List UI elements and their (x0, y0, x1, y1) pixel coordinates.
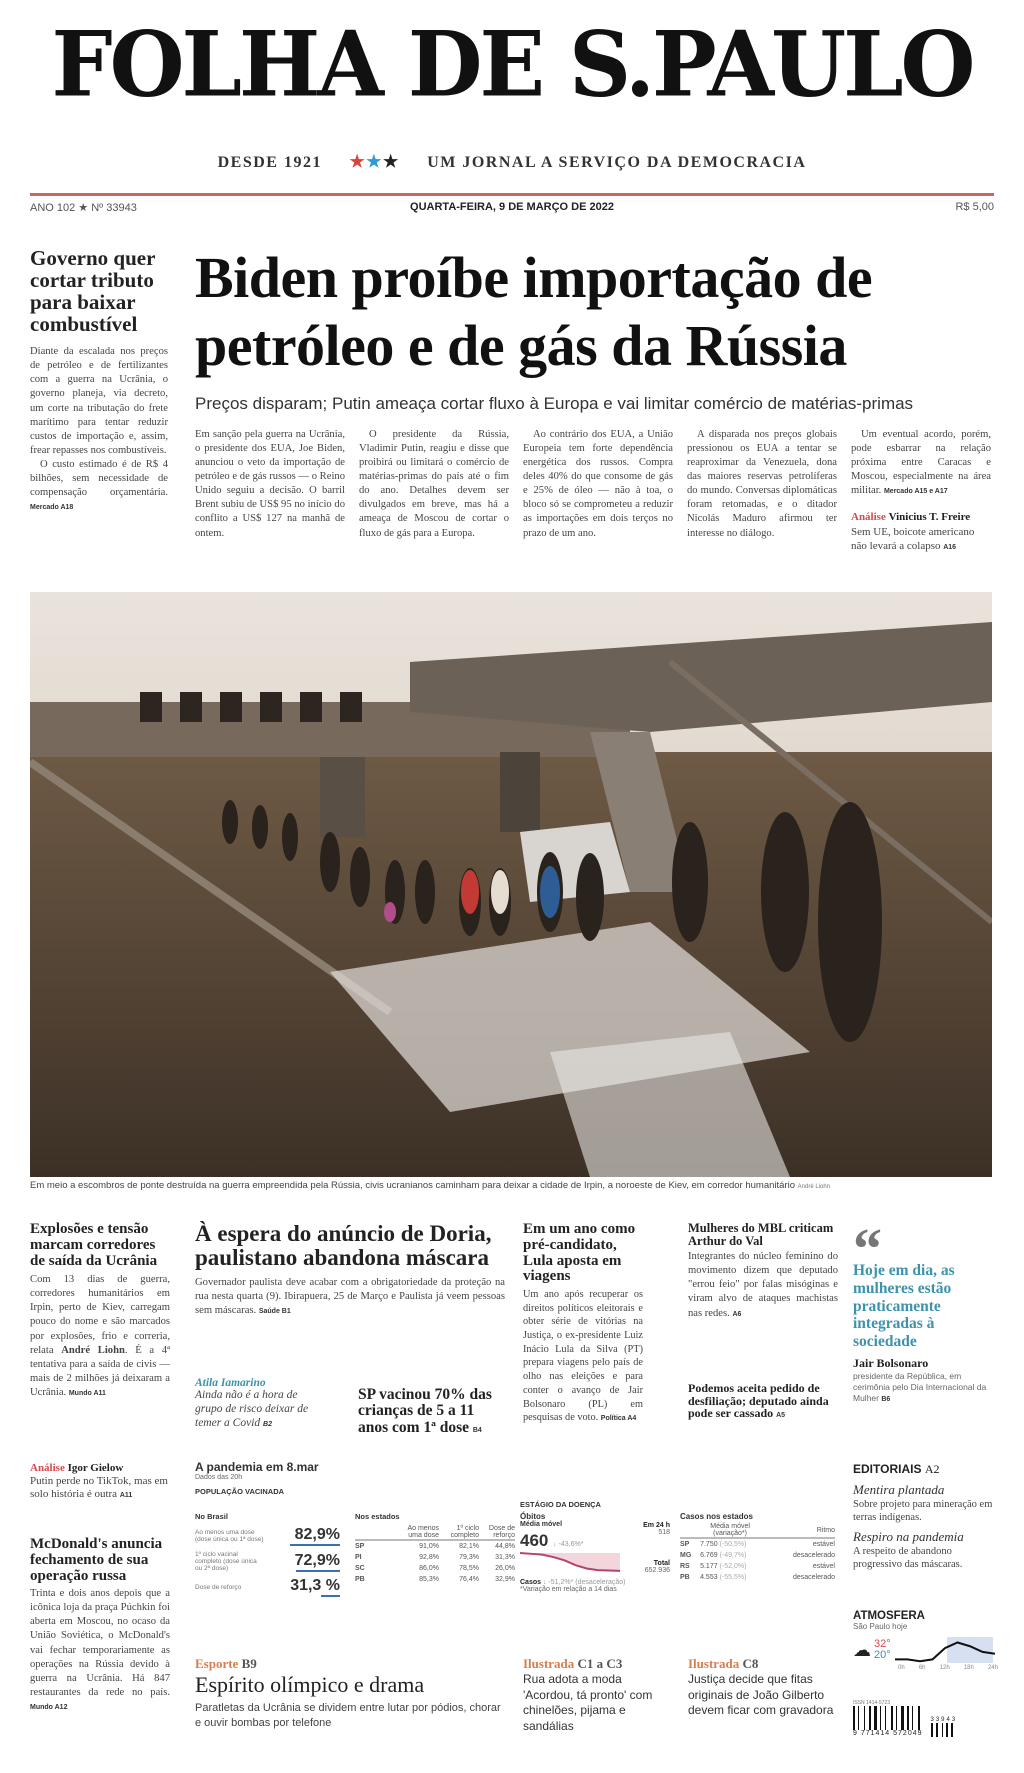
edition-number: ANO 102 ★ Nº 33943 (30, 202, 137, 214)
cases-state-row: SP 7.750 (-50,5%) estável (680, 1541, 835, 1548)
column-2: O presidente da Rússia, Vladimir Putin, reagiu e disse que proibirá ou limitará o comércio de matérias-primas do país até o fim do ano. Detalhes devem ser divulgados em breve, mas há a ameaça de Moscou de cortar o fluxo de gás para a Europa. (359, 429, 509, 539)
analysis-box[interactable] (851, 510, 991, 553)
hour-label: 12h (939, 1665, 950, 1671)
story-headline[interactable]: Podemos aceita pedido de desfiliação; deputado ainda pode ser cassado A5 (688, 1381, 829, 1421)
quote-author: Jair Bolsonaro (853, 1356, 929, 1371)
tagline (0, 152, 1024, 172)
story-headline[interactable]: McDonald's anuncia fechamento de sua operação russa (30, 1536, 163, 1584)
state-row: PB 85,3% 76,4% 32,9% (355, 1576, 515, 1583)
stage-label: ESTÁGIO DA DOENÇA (520, 1500, 601, 1509)
analysis-author: Vinicius T. Freire (888, 511, 971, 524)
states-table: Ao menos uma dose 1º ciclo completo Dose de reforço SP 91,0% 82,1% 44,8% PI 92,8% 79,3% 31,3% SC 86,0% 78,5% 26,0% PB 85,3% 76,4% 32,9% (355, 1525, 515, 1583)
story-headline[interactable]: Mulheres do MBL criticam Arthur do Val (688, 1221, 834, 1249)
states-vaccination: Nos estados Ao menos uma dose 1º ciclo completo Dose de reforço SP 91,0% 82,1% 44,8% PI 92,8% 79,3% 31,3% SC 86,0% 78,5% 26,0% PB 85,3% 76,4% 32,9% (355, 1512, 515, 1583)
sp-vaccine-story[interactable] (358, 1387, 508, 1436)
story-teaser: Rua adota a moda 'Acordou, tá pronto' com chinelões, pijama e sandálias (523, 1672, 653, 1733)
story-headline[interactable]: Explosões e tensão marcam corredores de saída da Ucrânia (30, 1221, 158, 1269)
story-headline[interactable]: Em um ano como pré-candidato, Lula aposta em viagens (523, 1221, 636, 1285)
mbl-story[interactable] (688, 1222, 838, 1321)
cases-state-row: MG 6.769 (-49,7%) desacelerado (680, 1552, 835, 1559)
atila-column[interactable] (195, 1377, 325, 1430)
hour-label: 6h (918, 1665, 926, 1671)
weather-box: ATMOSFERA São Paulo hoje ☁ 32° 20° 0h 6h 12h 18h 24h (853, 1610, 998, 1671)
state-row: PI 92,8% 79,3% 31,3% (355, 1554, 515, 1561)
column-3: Ao contrário dos EUA, a União Europeia tem forte dependência energética dos russos. Compra deles 40% do que consome de gás e 25% de óleo — não à toa, o bloco só se comprometeu a reduzir as importações em dois terços no prazo de um ano. (523, 429, 673, 539)
story-body: Com 13 dias de guerra, corredores humanitários em Irpin, perto de Kiev, carregam pouco do nome e são marcados por explosões, frio e correria, relata André Liohn. É a 4ª tentativa para a saída de civis — mais de 2 milhões já deixaram a Ucrânia. Mundo A11 (30, 1274, 171, 1398)
cloud-rain-icon: ☁ (853, 1639, 871, 1660)
photo-credit: André Liohn (797, 1184, 830, 1190)
mcdonalds-story[interactable] (30, 1537, 170, 1714)
column-4: A disparada nos preços globais pressionou os EUA a tentar se reaproximar da Venezuela, dona das maiores reservas petrolíferas do mundo. Conversas diplomáticas foram retomadas, e o ditador Nicolás Maduro afirmou ter interesse no diálogo. (687, 429, 837, 539)
story-headline[interactable]: Governo quer cortar tributo para baixar combustível (30, 246, 156, 337)
analysis-text: Sem UE, boicote americano não levará a colapso (851, 525, 975, 552)
stars-icon: ★★★ (349, 152, 400, 171)
page-ref[interactable]: Mercado A15 e A17 (883, 488, 948, 496)
editorial-item[interactable]: Mentira plantada Sobre projeto para mineração em terras indígenas. (853, 1482, 993, 1524)
footnote: *Variação em relação a 14 dias (520, 1586, 617, 1593)
vaccinated-label: POPULAÇÃO VACINADA (195, 1487, 285, 1496)
vaccination-bar (290, 1544, 340, 1546)
main-photo[interactable] (30, 592, 992, 1177)
main-headline[interactable]: Biden proíbe importação de petróleo e de gás da Rússia (195, 245, 873, 379)
price: R$ 5,00 (955, 201, 994, 213)
analysis-text: Putin perde no TikTok, mas em solo história é outra (30, 1475, 168, 1501)
deaths-value: 460 (520, 1531, 549, 1550)
story-headline[interactable]: À espera do anúncio de Doria, paulistano abandona máscara (195, 1221, 492, 1271)
analysis-kicker: Análise (30, 1462, 65, 1474)
story-body: Diante da escalada nos preços de petróleo e de fertilizantes com a guerra na Ucrânia, o governo planeja, via decreto, um corte na tributação do frete marítimo para tentar reduzir custos de importação e, assim, frear repasses nos combustíveis. (30, 346, 168, 456)
page-ref[interactable]: A6 (732, 1310, 742, 1318)
quote-mark-icon: “ (853, 1216, 882, 1281)
min-temp: 20° (874, 1649, 891, 1661)
barcode: ISSN 1414-5723 9 771414 572049 33943 (853, 1700, 958, 1737)
lula-story[interactable] (523, 1222, 643, 1425)
infographic-title: A pandemia em 8.mar (195, 1460, 319, 1474)
cases-state-row: RS 5.177 (-52,0%) estável (680, 1563, 835, 1570)
story-headline[interactable]: SP vacinou 70% das crianças de 5 a 11 anos com 1ª dose B4 (358, 1386, 492, 1436)
vaccination-bar (296, 1570, 340, 1572)
page-ref[interactable]: A16 (943, 543, 957, 551)
deaths-trend-chart (520, 1551, 620, 1577)
story-body-2: O custo estimado é de R$ 4 bilhões, sem necessidade de compensação orçamentária. Mercado A18 (30, 458, 168, 512)
infographic-source: Dados das 20h (195, 1474, 243, 1481)
photo-caption: Em meio a escombros de ponte destruída na guerra empreendida pela Rússia, civis ucranianos caminham para deixar a cidade de Irpin, a noroeste de Kiev, em corredor humanitário André Liohn (30, 1180, 830, 1191)
motto: UM JORNAL A SERVIÇO DA DEMOCRACIA (427, 154, 807, 171)
newspaper-logo: FOLHA DE S.PAULO (51, 11, 973, 118)
editorials-box[interactable]: EDITORIAIS A2 Mentira plantada Sobre projeto para mineração em terras indígenas. Respiro na pandemia A respeito de abandono progressivo das máscaras. (853, 1462, 998, 1572)
page-ref[interactable]: Saúde B1 (258, 1308, 291, 1316)
story-body: Paratletas da Ucrânia se dividem entre lutar por pódios, chorar e ouvir bombas por telefone (195, 1702, 501, 1729)
page-ref[interactable]: Política A4 (600, 1415, 637, 1423)
masthead-rule (30, 193, 994, 196)
gielow-analysis[interactable]: Análise Igor Gielow Putin perde no TikTok, mas em solo história é outra A11 (30, 1462, 168, 1501)
vaccination-row: Dose de reforço 31,3 % (195, 1577, 340, 1597)
vaccination-row: Ao menos uma dose (dose única ou 1ª dose) 82,9% (195, 1526, 340, 1546)
story-body: Um ano após recuperar os direitos políticos eleitorais e obter série de vitórias na Justiça, o ex-presidente Luiz Inácio Lula da Silva (PT) prepara viagens pelo país de olho nas eleições e para conter o avanço de Jair Bolsonaro (PL) em pesquisas de voto. Política A4 (523, 1289, 643, 1424)
vaccination-bar (321, 1595, 340, 1597)
column-teaser: Ainda não é a hora de grupo de risco deixar de temer a Covid B2 (195, 1389, 309, 1429)
page-ref[interactable]: Mundo A11 (68, 1389, 106, 1397)
deaths-change: -43,6%* (558, 1541, 584, 1548)
story-headline[interactable]: Espírito olímpico e drama (195, 1672, 425, 1697)
cases-states-table: Média móvel (variação*) Ritmo SP 7.750 (-50,5%) estável MG 6.769 (-49,7%) desacelerado RS 5.177 (-52,0%) estável PB 4.553 (-55,5%) desacelerado (680, 1523, 835, 1581)
page-ref[interactable]: Mundo A12 (30, 1703, 68, 1711)
story-teaser: Justiça decide que fitas originais de João Gilberto devem ficar com gravadora (688, 1672, 834, 1718)
analysis-kicker: Análise (851, 511, 886, 524)
quote-role: presidente da República, em cerimônia pelo Dia Internacional da Mulher B6 (853, 1371, 987, 1404)
max-temp: 32° (874, 1638, 891, 1650)
hour-labels (898, 1665, 998, 1671)
analysis-author: Igor Gielow (67, 1462, 124, 1474)
podemos-story[interactable] (688, 1382, 838, 1420)
quote-box (853, 1216, 998, 1404)
column-1: Em sanção pela guerra na Ucrânia, o presidente dos EUA, Joe Biden, anunciou o veto da importação de petróleo e de gás russos — o Reino Unido seguiu a decisão. O barril Brent subiu de US$ 95 no início do conflito a US$ 127 na manhã de ontem. (195, 429, 345, 539)
hour-label: 24h (987, 1665, 998, 1671)
rain-band (947, 1637, 993, 1663)
vaccination-row: 1º ciclo vacinal completo (dose única ou 2ª dose) 72,9% (195, 1551, 340, 1573)
doria-story[interactable] (195, 1222, 505, 1319)
issue-date: QUARTA-FEIRA, 9 DE MARÇO DE 2022 (410, 201, 614, 213)
cases-states-panel: Casos nos estados Média móvel (variação*) Ritmo SP 7.750 (-50,5%) estável MG 6.769 (-49,7%) desacelerado RS 5.177 (-52,0%) estável PB 4.553 (-55,5%) desacelerado (680, 1512, 835, 1581)
editorial-item[interactable]: Respiro na pandemia A respeito de abandono progressivo das máscaras. (853, 1529, 964, 1571)
cases-state-row: PB 4.553 (-55,5%) desacelerado (680, 1574, 835, 1581)
barcode-icon (853, 1706, 923, 1730)
ilustrada-story-1[interactable]: Ilustrada C1 a C3 Rua adota a moda 'Acordou, tá pronto' com chinelões, pijama e sandálias (523, 1656, 673, 1734)
since-label: DESDE 1921 (217, 154, 322, 171)
bridge-photo-illustration (30, 592, 992, 1177)
sport-story[interactable]: Esporte B9 Espírito olímpico e drama Paratletas da Ucrânia se dividem entre lutar por pódios, chorar e ouvir bombas por telefone (195, 1656, 505, 1730)
main-subhead: Preços disparam; Putin ameaça cortar fluxo à Europa e vai limitar comércio de matérias-primas (195, 394, 914, 413)
story-body: Integrantes do núcleo feminino do movimento dizem que deputado "errou feio" por falas misóginas e viram alvo de ataques machistas nas redes. A6 (688, 1251, 838, 1319)
explosions-story[interactable] (30, 1222, 170, 1400)
story-body: Trinta e dois anos depois que a icônica loja da praça Púchkin foi aberta em Moscou, no ocaso da União Soviética, o McDonald's vai fechar temporariamente as operações na Rússia devido à guerra na Ucrânia. Há 847 restaurantes da rede no país. Mundo A12 (30, 1588, 170, 1711)
temperature-chart (895, 1635, 995, 1665)
cases-label: Casos (520, 1579, 542, 1586)
page-ref[interactable]: Mercado A18 (30, 504, 74, 512)
fuel-tax-story[interactable] (30, 247, 168, 514)
hour-label: 18h (963, 1665, 974, 1671)
ilustrada-story-2[interactable]: Ilustrada C8 Justiça decide que fitas originais de João Gilberto devem ficar com gravadora (688, 1656, 838, 1719)
deaths-panel: Óbitos Média móvel Em 24 h 518 460 ↓ -43,6%* Total 652.936 Casos ↓ -51,2%* (desaceleração) *Variação em relação a 14 dias (520, 1512, 670, 1593)
brasil-vaccination: No Brasil Ao menos uma dose (dose única ou 1ª dose) 82,9% 1º ciclo vacinal completo (dose única ou 2ª dose) 72,9% Dose de reforço 31,3 % (195, 1512, 340, 1597)
story-body: Governador paulista deve acabar com a obrigatoriedade da proteção na rua nesta quarta (9). Ibirapuera, 25 de Março e Paulista já veem pessoas sem máscaras. Saúde B1 (195, 1277, 505, 1317)
section-kicker: Esporte (195, 1656, 239, 1671)
state-row: SP 91,0% 82,1% 44,8% (355, 1543, 515, 1550)
hour-label: 0h (898, 1665, 905, 1671)
quote-text: Hoje em dia, as mulheres estão praticamente integradas à sociedade (853, 1262, 955, 1351)
dateline (30, 201, 994, 217)
state-row: SC 86,0% 78,5% 26,0% (355, 1565, 515, 1572)
pandemic-infographic (195, 1460, 835, 1625)
main-story-columns (195, 428, 995, 553)
columnist-name: Atila Iamarino (195, 1377, 266, 1389)
column-5: Um eventual acordo, porém, pode esbarrar na relação próxima entre Caracas e Moscou, especialmente na área militar. Mercado A15 e A17 Análise Vinicius T. Freire Sem UE, boicote americano não levará a colapso A16 (851, 429, 991, 552)
